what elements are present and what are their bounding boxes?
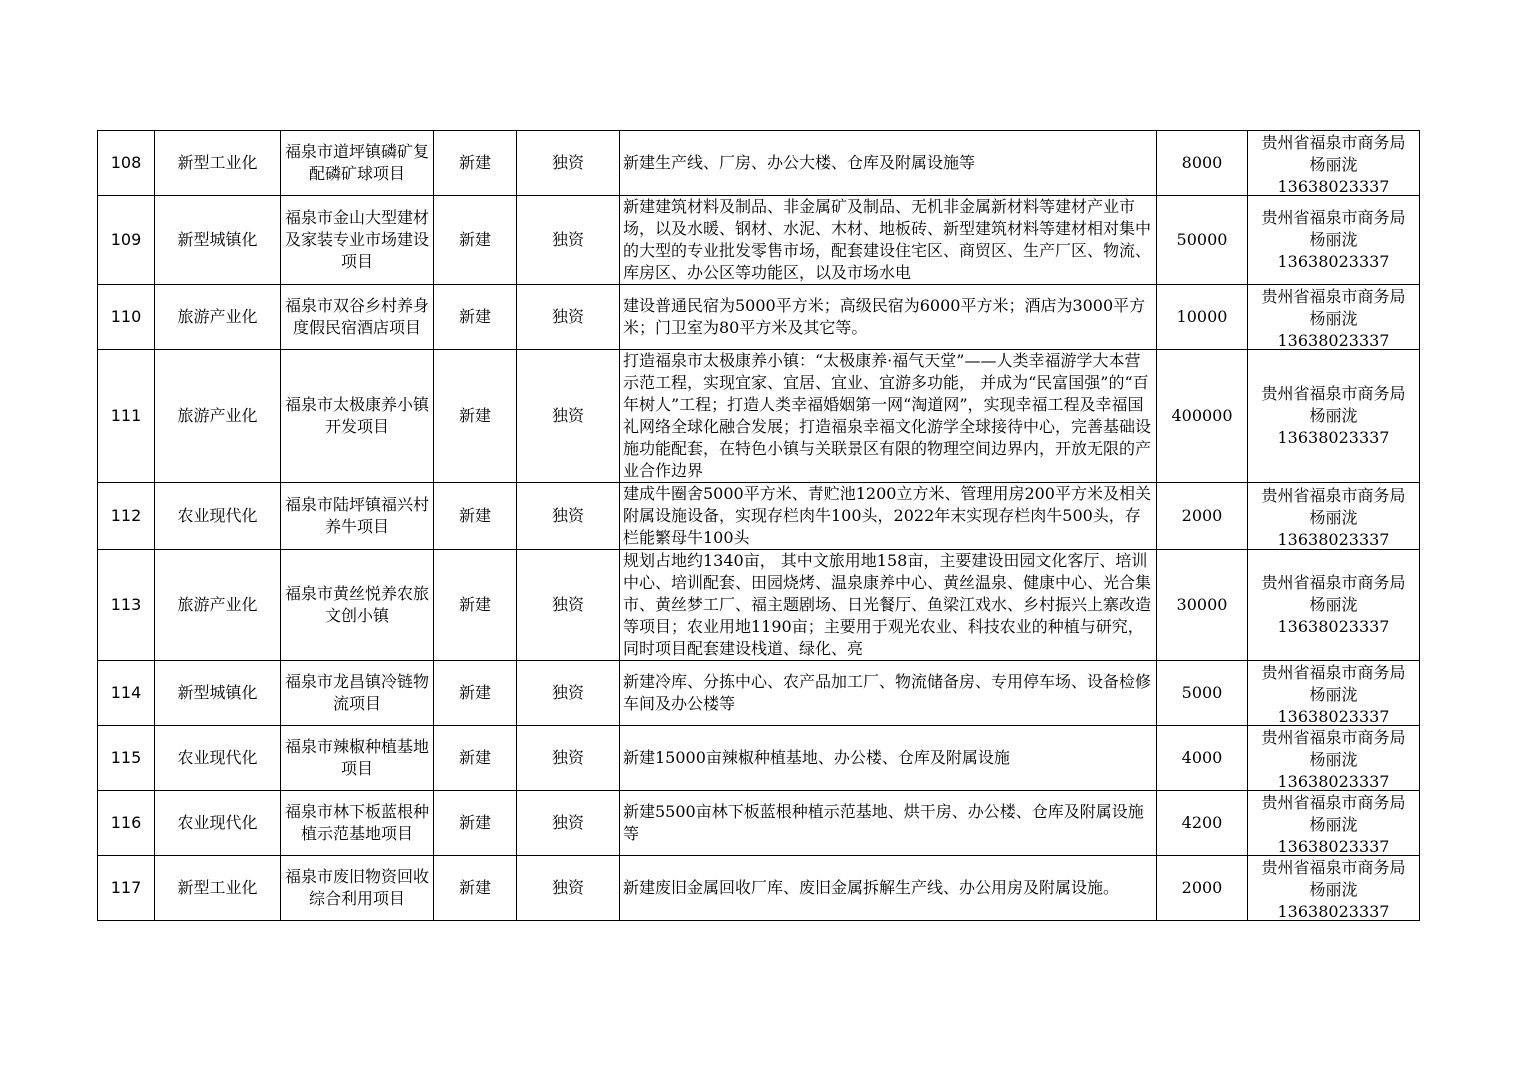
project-name-text: 福泉市林下板蓝根种植示范基地项目 (284, 802, 429, 843)
contact-phone: 13638023337 (1277, 252, 1390, 271)
project-name-text: 福泉市龙昌镇冷链物流项目 (284, 672, 429, 713)
contact-organization: 贵州省福泉市商务局 (1261, 132, 1406, 152)
contact-person: 杨丽泷 (1309, 507, 1358, 527)
project-name-cell (281, 726, 434, 791)
project-name-cell (281, 131, 434, 196)
row-number: 108 (98, 131, 155, 196)
contact-phone: 13638023337 (1277, 330, 1390, 349)
invest-mode-cell: 独资 (517, 131, 620, 196)
contact-organization: 贵州省福泉市商务局 (1261, 485, 1406, 505)
contact-organization: 贵州省福泉市商务局 (1261, 286, 1406, 306)
build-type-cell: 新建 (434, 350, 517, 483)
row-number: 115 (98, 726, 155, 791)
contact-organization: 贵州省福泉市商务局 (1261, 208, 1406, 227)
category-cell: 旅游产业化 (155, 350, 281, 483)
investment-cell: 2000 (1157, 483, 1248, 550)
project-content-text: 打造福泉市太极康养小镇：“太极康养·福气天堂”——人类幸福游学大本营示范工程，实现宜家、宜居、宜业、宜游多功能， 并成为“民富国强”的“百年树人”工程；打造人类幸福婚姻第一网“淘道网”，实现幸福工程及幸福国礼网络全球化融合发展；打造福泉幸福文化游学全球接待中心，完善基础设施功能配套，在特色小镇与关联景区有限的物理空间边界内，开放无限的产业合作边界 (623, 351, 1152, 480)
project-name-text: 福泉市黄丝悦养农旅文创小镇 (284, 584, 429, 625)
contact-phone: 13638023337 (1277, 901, 1390, 920)
project-content-cell (620, 791, 1157, 856)
project-content-text: 新建废旧金属回收厂库、废旧金属拆解生产线、办公用房及附属设施。 (623, 878, 1120, 897)
invest-mode-cell: 独资 (517, 791, 620, 856)
project-name-text: 福泉市废旧物资回收综合利用项目 (284, 867, 429, 908)
build-type-cell: 新建 (434, 196, 517, 285)
category-cell: 新型城镇化 (155, 196, 281, 285)
category-cell: 农业现代化 (155, 791, 281, 856)
contact-person: 杨丽泷 (1309, 879, 1358, 899)
project-name-text: 福泉市双谷乡村养身度假民宿酒店项目 (284, 296, 429, 337)
contact-cell (1248, 661, 1420, 726)
invest-mode-cell: 独资 (517, 196, 620, 285)
category-cell: 新型工业化 (155, 131, 281, 196)
contact-cell (1248, 350, 1420, 483)
project-name-text: 福泉市陆坪镇福兴村养牛项目 (284, 495, 429, 536)
project-content-text: 新建5500亩林下板蓝根种植示范基地、烘干房、办公楼、仓库及附属设施等 (623, 802, 1144, 843)
project-content-cell (620, 350, 1157, 483)
project-content-text: 建设普通民宿为5000平方米；高级民宿为6000平方米；酒店为3000平方米；门卫室为80平方米及其它等。 (623, 296, 1146, 337)
category-cell: 新型城镇化 (155, 661, 281, 726)
table-row (98, 791, 1420, 856)
investment-cell: 400000 (1157, 350, 1248, 483)
project-content-text: 规划占地约1340亩， 其中文旅用地158亩，主要建设田园文化客厅、培训中心、培训配套、田园烧烤、温泉康养中心、黄丝温泉、健康中心、光合集市、黄丝梦工厂、福主题剧场、日光餐厅、鱼梁江戏水、乡村振兴上寨改造等项目；农业用地1190亩；主要用于观光农业、科技农业的种植与研究，同时项目配套建设栈道、绿化、亮 (623, 551, 1152, 658)
investment-cell: 50000 (1157, 196, 1248, 285)
contact-cell (1248, 791, 1420, 856)
build-type-cell: 新建 (434, 726, 517, 791)
invest-mode-cell: 独资 (517, 550, 620, 661)
contact-person: 杨丽泷 (1309, 749, 1358, 769)
contact-person: 杨丽泷 (1309, 814, 1358, 834)
row-number: 113 (98, 550, 155, 661)
project-content-cell (620, 196, 1157, 285)
project-content-cell (620, 131, 1157, 196)
invest-mode-cell: 独资 (517, 726, 620, 791)
investment-cell: 5000 (1157, 661, 1248, 726)
project-name-text: 福泉市道坪镇磷矿复配磷矿球项目 (284, 142, 429, 183)
category-cell: 旅游产业化 (155, 285, 281, 350)
contact-phone: 13638023337 (1277, 771, 1390, 790)
contact-organization: 贵州省福泉市商务局 (1261, 662, 1406, 682)
build-type-cell: 新建 (434, 483, 517, 550)
project-content-cell (620, 661, 1157, 726)
project-content-cell (620, 285, 1157, 350)
project-name-cell (281, 550, 434, 661)
row-number: 117 (98, 856, 155, 921)
contact-cell (1248, 726, 1420, 791)
project-content-text: 新建冷库、分拣中心、农产品加工厂、物流储备房、专用停车场、设备检修车间及办公楼等 (623, 672, 1152, 713)
project-table (97, 130, 1420, 921)
project-name-text: 福泉市太极康养小镇开发项目 (284, 395, 429, 436)
build-type-cell: 新建 (434, 285, 517, 350)
project-content-text: 新建15000亩辣椒种植基地、办公楼、仓库及附属设施 (623, 748, 1010, 767)
investment-cell: 30000 (1157, 550, 1248, 661)
build-type-cell: 新建 (434, 791, 517, 856)
row-number: 109 (98, 196, 155, 285)
category-cell: 新型工业化 (155, 856, 281, 921)
contact-person: 杨丽泷 (1309, 595, 1358, 614)
table-row (98, 661, 1420, 726)
category-cell: 农业现代化 (155, 483, 281, 550)
contact-organization: 贵州省福泉市商务局 (1261, 573, 1406, 592)
project-content-cell (620, 726, 1157, 791)
invest-mode-cell: 独资 (517, 661, 620, 726)
table-row (98, 726, 1420, 791)
category-cell: 农业现代化 (155, 726, 281, 791)
contact-organization: 贵州省福泉市商务局 (1261, 792, 1406, 812)
contact-cell (1248, 483, 1420, 550)
build-type-cell: 新建 (434, 550, 517, 661)
build-type-cell: 新建 (434, 661, 517, 726)
invest-mode-cell: 独资 (517, 350, 620, 483)
project-content-text: 新建生产线、厂房、办公大楼、仓库及附属设施等 (623, 153, 976, 172)
table-row (98, 483, 1420, 550)
contact-organization: 贵州省福泉市商务局 (1261, 384, 1406, 403)
project-name-cell (281, 196, 434, 285)
contact-cell (1248, 131, 1420, 196)
project-content-text: 新建建筑材料及制品、非金属矿及制品、无机非金属新材料等建材产业市场，以及水暖、钢材、水泥、木材、地板砖、新型建筑材料等建材相对集中的大型的专业批发零售市场，配套建设住宅区、商贸区、生产厂区、物流、库房区、办公区等功能区，以及市场水电 (623, 197, 1152, 282)
contact-cell (1248, 285, 1420, 350)
table-row (98, 550, 1420, 661)
project-content-cell (620, 483, 1157, 550)
invest-mode-cell: 独资 (517, 285, 620, 350)
contact-person: 杨丽泷 (1309, 154, 1358, 174)
investment-cell: 4000 (1157, 726, 1248, 791)
row-number: 111 (98, 350, 155, 483)
contact-person: 杨丽泷 (1309, 308, 1358, 328)
project-name-cell (281, 791, 434, 856)
contact-organization: 贵州省福泉市商务局 (1261, 727, 1406, 747)
project-content-text: 建成牛圈舍5000平方米、青贮池1200立方米、管理用房200平方米及相关附属设施设备，实现存栏肉牛100头，2022年末实现存栏肉牛500头，存栏能繁母牛100头 (623, 484, 1151, 547)
contact-phone: 13638023337 (1277, 617, 1390, 636)
table-row (98, 856, 1420, 921)
project-name-text: 福泉市辣椒种植基地项目 (284, 737, 429, 778)
row-number: 114 (98, 661, 155, 726)
table-row (98, 196, 1420, 285)
project-name-cell (281, 856, 434, 921)
contact-phone: 13638023337 (1277, 529, 1390, 548)
investment-cell: 4200 (1157, 791, 1248, 856)
investment-cell: 10000 (1157, 285, 1248, 350)
project-name-cell (281, 661, 434, 726)
contact-cell (1248, 856, 1420, 921)
contact-person: 杨丽泷 (1309, 684, 1358, 704)
project-content-cell (620, 856, 1157, 921)
project-name-cell (281, 350, 434, 483)
row-number: 110 (98, 285, 155, 350)
project-name-cell (281, 483, 434, 550)
invest-mode-cell: 独资 (517, 483, 620, 550)
project-name-cell (281, 285, 434, 350)
table-row (98, 350, 1420, 483)
project-name-text: 福泉市金山大型建材及家装专业市场建设项目 (284, 208, 429, 271)
invest-mode-cell: 独资 (517, 856, 620, 921)
investment-cell: 8000 (1157, 131, 1248, 196)
contact-cell (1248, 550, 1420, 661)
contact-phone: 13638023337 (1277, 836, 1390, 855)
build-type-cell: 新建 (434, 856, 517, 921)
row-number: 112 (98, 483, 155, 550)
contact-organization: 贵州省福泉市商务局 (1261, 857, 1406, 877)
contact-phone: 13638023337 (1277, 176, 1390, 195)
table-body (98, 131, 1420, 921)
investment-cell: 2000 (1157, 856, 1248, 921)
category-cell: 旅游产业化 (155, 550, 281, 661)
table-row (98, 131, 1420, 196)
contact-phone: 13638023337 (1277, 428, 1390, 447)
build-type-cell: 新建 (434, 131, 517, 196)
contact-person: 杨丽泷 (1309, 230, 1358, 249)
contact-person: 杨丽泷 (1309, 406, 1358, 425)
project-content-cell (620, 550, 1157, 661)
contact-phone: 13638023337 (1277, 706, 1390, 725)
table-row (98, 285, 1420, 350)
contact-cell (1248, 196, 1420, 285)
row-number: 116 (98, 791, 155, 856)
